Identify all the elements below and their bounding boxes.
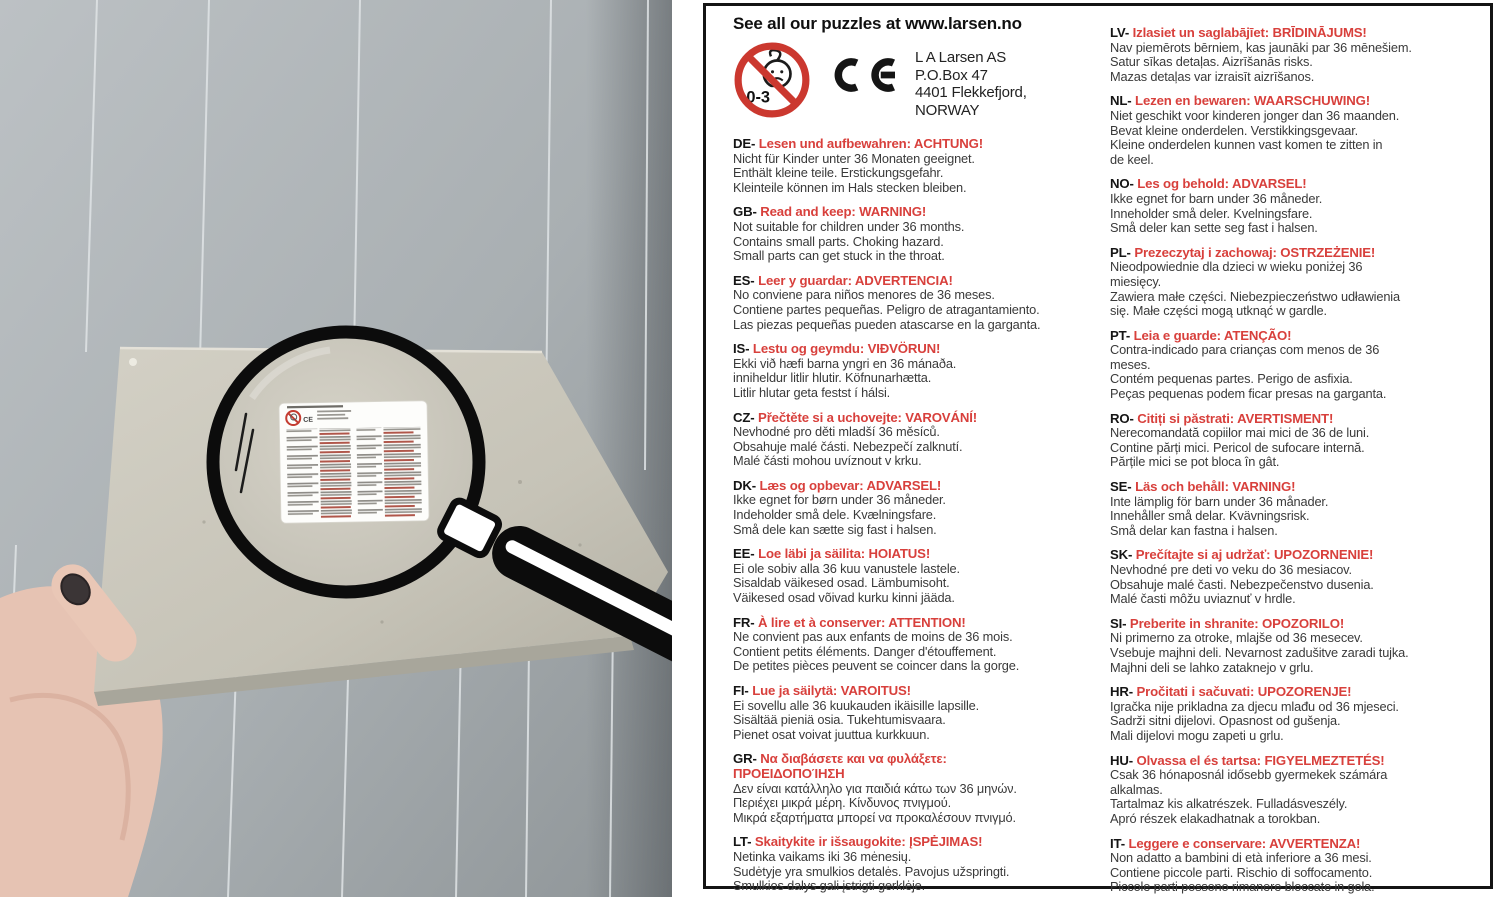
warning-body-line: Enthält kleine teile. Erstickungsgefahr.	[733, 165, 944, 181]
language-code: NO-	[1110, 176, 1138, 192]
warning-title: Preberite in shranite: OPOZORILO!	[1129, 615, 1345, 631]
warning-section-PL	[1110, 246, 1490, 319]
warning-body-line: Contém pequenas partes. Perigo de asfixia.	[1110, 371, 1353, 387]
warning-body-line: Malé časti môžu uviaznuť v hrdle.	[1110, 591, 1296, 607]
warning-body-line: Innehåller små delar. Kvävningsrisk.	[1110, 508, 1310, 524]
warning-title: Lezen en bewaren: WAARSCHUWING!	[1135, 93, 1370, 109]
warning-sections-right	[1110, 26, 1490, 895]
warning-heading	[733, 205, 1105, 220]
warning-section-PT	[1110, 329, 1490, 402]
warning-body-line: Indeholder små dele. Kvælningsfare.	[733, 507, 937, 523]
warning-title: Olvassa el és tartsa: FIGYELMEZTETÉS!	[1136, 752, 1385, 768]
warning-body-line: Igračka nije prikladna za djecu mlađu od 36 mjeseci.	[1110, 698, 1399, 714]
warning-body-line: No conviene para niños menores de 36 meses.	[733, 287, 995, 303]
warning-body-line: Litlir hlutar geta festst í hálsi.	[733, 384, 891, 400]
warning-body-line: miesięcy.	[1110, 273, 1162, 289]
warning-section-FI	[733, 684, 1105, 742]
warning-body-line: Contient petits éléments. Danger d'étouffement.	[733, 643, 997, 659]
warning-body-line: Malé části mohou uvíznout v krku.	[733, 453, 922, 469]
product-photo-illustration	[0, 0, 672, 897]
warning-body-line: Sisältää pieniä osia. Tukehtumisvaara.	[733, 712, 946, 728]
warning-title: Lue ja säilytä: VAROITUS!	[752, 683, 911, 698]
language-code: FR-	[733, 614, 759, 630]
warning-body-line: Μικρά εξαρτήματα μπορεί να προκαλέσουν πνιγμό.	[733, 809, 1016, 825]
warning-body-line: Nerecomandată copiilor mai mici de 36 de luni.	[1110, 425, 1370, 441]
warning-body-line: Majhni deli se lahko zataknejo v grlu.	[1110, 659, 1314, 675]
warning-body-line: Små dele kan sætte sig fast i halsen.	[733, 521, 937, 537]
warning-body-line: Inte lämplig för barn under 36 månader.	[1110, 493, 1329, 509]
warning-heading	[733, 835, 1105, 850]
warning-body-line: Περιέχει μικρά μέρη. Κίνδυνος πνιγμού.	[733, 795, 951, 811]
address-line: 4401 Flekkefjord,	[915, 84, 1027, 101]
warning-body-line: de keel.	[1110, 151, 1154, 167]
warning-heading	[733, 342, 1105, 357]
address-line: L A Larsen AS	[915, 49, 1007, 66]
warning-column-right	[1110, 26, 1490, 897]
mini-label-text-column-1	[286, 428, 352, 519]
warning-title: Leer y guardar: ADVERTENCIA!	[758, 272, 953, 288]
warning-body-line: Ni primerno za otroke, mlajše od 36 mesecev.	[1110, 630, 1363, 646]
warning-body-line: Δεν είναι κατάλληλο για παιδιά κάτω των 36 μηνών.	[733, 780, 1017, 796]
warning-section-GB	[733, 205, 1105, 263]
warning-heading	[1110, 837, 1490, 852]
language-code: SE-	[1110, 479, 1136, 495]
mini-label-text-column-2	[356, 427, 422, 518]
language-code: GR-	[733, 751, 761, 767]
warning-body-line: Sisaldab väikesed osad. Lämbumisoht.	[733, 575, 950, 591]
warning-title: Leia e guarde: ATENÇÃO!	[1133, 327, 1292, 343]
warning-heading	[1110, 480, 1490, 495]
language-code: DE-	[733, 136, 759, 151]
warning-section-NL	[1110, 94, 1490, 167]
warning-body-line: Niet geschikt voor kinderen jonger dan 36 maanden.	[1110, 107, 1400, 123]
warning-title: Prečítajte si aj udržať: UPOZORNENIE!	[1135, 547, 1374, 563]
mini-warning-label	[279, 401, 429, 524]
warning-section-LT	[733, 835, 1105, 893]
warning-section-ES	[733, 274, 1105, 332]
warning-title: Izlasiet un saglabājīet: BRĪDINĀJUMS!	[1132, 25, 1367, 40]
warning-section-RO	[1110, 412, 1490, 470]
warning-body-line: Obsahuje malé časti. Nebezpečenstvo dusenia.	[1110, 576, 1374, 592]
warning-title: Prezeczytaj i zachowaj: OSTRZEŻENIE!	[1134, 244, 1376, 260]
warning-body-line: Contiene partes pequeñas. Peligro de atragantamiento.	[733, 301, 1040, 317]
address-line: NORWAY	[915, 101, 980, 119]
warning-section-GR	[733, 752, 1105, 825]
warning-heading	[733, 411, 1105, 426]
ce-mark-icon	[829, 57, 901, 93]
warning-body-line: Satur sīkas detaļas. Aizrīšanās risks.	[1110, 54, 1313, 70]
language-code: HR-	[1110, 684, 1137, 700]
warning-body-line: Ne convient pas aux enfants de moins de 36 mois.	[733, 629, 1013, 645]
warning-body-line: Smulkios dalys gali įstrigti gerklėje.	[733, 878, 926, 894]
warning-heading	[1110, 548, 1490, 563]
language-code: NL-	[1110, 93, 1136, 109]
address-line: P.O.Box 47	[915, 66, 988, 84]
warning-body-line: Contains small parts. Choking hazard.	[733, 233, 944, 249]
warning-body-line: Mazas detaļas var izraisīt aizrīšanos.	[1110, 68, 1315, 84]
warning-section-HU	[1110, 754, 1490, 827]
warning-title: Přečtěte si a uchovejte: VAROVÁNÍ!	[758, 409, 977, 425]
warning-body-line: Ikke egnet for barn under 36 måneder.	[1110, 190, 1323, 206]
warning-section-DK	[733, 479, 1105, 537]
warning-body-line: Pienet osat voivat juuttua kurkkuun.	[733, 726, 930, 742]
warning-title: Les og behold: ADVARSEL!	[1137, 176, 1307, 192]
warning-body-line: Peças pequenas podem ficar presas na garganta.	[1110, 386, 1387, 402]
warning-heading	[1110, 685, 1490, 700]
warning-heading	[733, 752, 1105, 767]
warning-title: Read and keep: WARNING!	[760, 204, 927, 220]
warning-body-line: Ei sovellu alle 36 kuukauden ikäisille lapsille.	[733, 697, 980, 713]
warning-body-line: Nevhodné pre deti vo veku do 36 mesiacov.	[1110, 562, 1352, 577]
warning-body-line: Small parts can get stuck in the throat.	[733, 248, 945, 264]
warning-body-line: Zawiera małe części. Niebezpieczeństwo udławienia	[1110, 288, 1400, 304]
warning-title: Skaitykite ir išsaugokite: ĮSPĖJIMAS!	[754, 834, 983, 850]
warning-body-line: Tartalmaz kis alkatrészek. Fulladásveszély.	[1110, 796, 1348, 812]
language-code: HU-	[1110, 752, 1137, 768]
warning-section-LV	[1110, 26, 1490, 84]
language-code: GB-	[733, 204, 761, 220]
warning-title: Lesen und aufbewahren: ACHTUNG!	[758, 136, 983, 151]
warning-heading	[1110, 26, 1490, 41]
warning-body-line: Contra-indicado para crianças com menos de 36	[1110, 342, 1380, 358]
warning-body-line: Ei ole sobiv alla 36 kuu vanustele lastele.	[733, 560, 960, 576]
warning-title: Leggere e conservare: AVVERTENZA!	[1128, 835, 1361, 851]
warning-title: Læs og opbevar: ADVARSEL!	[759, 477, 942, 493]
warning-heading	[1110, 94, 1490, 109]
language-code: IT-	[1110, 835, 1129, 851]
warning-title: Pročitati i sačuvati: UPOZORENJE!	[1136, 684, 1352, 700]
warning-section-NO	[1110, 177, 1490, 235]
warning-title: Να διαβάσετε και να φυλάξετε:	[760, 751, 947, 767]
warning-section-FR	[733, 616, 1105, 674]
warning-heading	[733, 479, 1105, 494]
warning-section-HR	[1110, 685, 1490, 743]
warning-body-line: Obsahuje malé části. Nebezpečí zalknutí.	[733, 438, 963, 454]
warning-body-line: Väikesed osad võivad kurku kinni jääda.	[733, 590, 955, 606]
warning-section-DE	[733, 137, 1105, 195]
warning-body-line: Contine părți mici. Pericol de sufocare internă.	[1110, 439, 1365, 455]
manufacturer-address	[915, 49, 1027, 119]
warning-heading	[733, 684, 1105, 699]
warning-heading	[1110, 329, 1490, 344]
warning-body-line: inniheldur litlir hlutir. Köfnunarhætta.	[733, 370, 932, 386]
warning-body-line: meses.	[1110, 356, 1151, 372]
warning-title: Loe läbi ja säilita: HOIATUS!	[758, 546, 931, 562]
warning-heading	[1110, 177, 1490, 192]
language-code: SI-	[1110, 615, 1130, 631]
warning-body-line: Kleine onderdelen kunnen vast komen te zitten in	[1110, 137, 1383, 153]
warning-section-SK	[1110, 548, 1490, 606]
warning-heading	[733, 274, 1105, 289]
warning-heading	[1110, 246, 1490, 261]
logo-row	[733, 41, 1105, 123]
language-code: ES-	[733, 272, 759, 288]
age-range-text: 0-3	[746, 88, 771, 107]
age-warning-icon	[733, 41, 811, 119]
language-code: RO-	[1110, 410, 1138, 426]
warning-column-left	[733, 14, 1105, 897]
product-photo	[0, 0, 672, 897]
warning-body-line: Las piezas pequeñas pueden atascarse en la garganta.	[733, 316, 1041, 332]
warning-title-line2: ΠΡΟΕΙΔΟΠΟΊΗΣΗ	[733, 765, 845, 781]
warning-body-line: Piccole parti possono rimanere bloccate in gola.	[1110, 879, 1375, 895]
warning-heading	[733, 547, 1105, 562]
warning-body-line: Sadrži sitni dijelovi. Opasnost od gušenja.	[1110, 713, 1341, 729]
warning-body-line: Inneholder små deler. Kvelningsfare.	[1110, 205, 1313, 221]
warning-heading	[733, 137, 1105, 152]
language-code: LT-	[733, 834, 755, 850]
warning-panel	[703, 3, 1493, 895]
warning-body-line: Non adatto a bambini di età inferiore a 36 mesi.	[1110, 850, 1372, 866]
panel-title: See all our puzzles at www.larsen.no	[733, 14, 1022, 33]
warning-heading	[1110, 754, 1490, 769]
warning-section-IT	[1110, 837, 1490, 895]
board-scuff	[129, 358, 137, 366]
warning-heading	[1110, 412, 1490, 427]
language-code: CZ-	[733, 409, 759, 425]
warning-title: Citiți si păstrati: AVERTISMENT!	[1137, 410, 1334, 426]
warning-sections-left	[733, 137, 1105, 894]
warning-body-line: się. Małe części mogą utknąć w gardle.	[1110, 303, 1327, 319]
language-code: PT-	[1110, 327, 1134, 343]
warning-body-line: Apró részek elakadhatnak a torokban.	[1110, 810, 1321, 826]
warning-body-line: Nicht für Kinder unter 36 Monaten geeignet.	[733, 150, 975, 166]
warning-heading	[1110, 617, 1490, 632]
warning-body-line: De petites pièces peuvent se coincer dans la gorge.	[733, 658, 1020, 674]
wall-shadow-right	[586, 0, 672, 897]
warning-body-line: Nav piemērots bērniem, kas jaunāki par 36 mēnešiem.	[1110, 39, 1412, 55]
warning-section-CZ	[733, 411, 1105, 469]
warning-body-line: Not suitable for children under 36 months.	[733, 218, 965, 234]
warning-body-line: Små deler kan sette seg fast i halsen.	[1110, 220, 1318, 236]
language-code: DK-	[733, 477, 760, 493]
warning-body-line: Ekki við hæfi barna yngri en 36 mánaða.	[733, 355, 957, 371]
language-code: SK-	[1110, 547, 1136, 563]
language-code: EE-	[733, 546, 759, 562]
warning-section-SI	[1110, 617, 1490, 675]
language-code: FI-	[733, 683, 753, 698]
warning-title: Lestu og geymdu: VIÐVÖRUN!	[752, 341, 941, 357]
language-code: PL-	[1110, 244, 1135, 260]
warning-body-line: Contiene piccole parti. Rischio di soffocamento.	[1110, 864, 1373, 880]
warning-body-line: Små delar kan fastna i halsen.	[1110, 522, 1278, 538]
warning-body-line: Kleinteile können im Hals stecken bleiben.	[733, 179, 967, 195]
warning-title: Läs och behåll: VARNING!	[1135, 479, 1296, 495]
warning-body-line: Nieodpowiednie dla dzieci w wieku poniżej 36	[1110, 259, 1363, 275]
language-code: LV-	[1110, 25, 1133, 40]
mini-ce-mark: CE	[303, 416, 314, 424]
warning-section-IS	[733, 342, 1105, 400]
warning-body-line: Ikke egnet for børn under 36 måneder.	[733, 492, 946, 508]
warning-section-EE	[733, 547, 1105, 605]
warning-body-line: Sudėtyje yra smulkios detalės. Pavojus užspringti.	[733, 863, 1010, 879]
warning-body-line: Mali dijelovi mogu zapeti u grlu.	[1110, 727, 1284, 743]
warning-body-line: Csak 36 hónaposnál idősebb gyermekek számára	[1110, 767, 1388, 783]
warning-body-line: Vsebuje majhni deli. Nevarnost zadušitve zaradi tujka.	[1110, 644, 1409, 660]
warning-body-line: Netinka vaikams iki 36 mėnesių.	[733, 848, 912, 864]
warning-title: À lire et à conserver: ATTENTION!	[758, 614, 966, 630]
language-code: IS-	[733, 341, 753, 357]
warning-body-line: Bevat kleine onderdelen. Verstikkingsgevaar.	[1110, 122, 1359, 138]
warning-body-line: alkalmas.	[1110, 781, 1163, 797]
warning-section-SE	[1110, 480, 1490, 538]
warning-body-line: Părțile mici se pot bloca în gât.	[1110, 454, 1280, 470]
warning-heading	[733, 616, 1105, 631]
warning-body-line: Nevhodné pro děti mladší 36 měsíců.	[733, 424, 940, 440]
